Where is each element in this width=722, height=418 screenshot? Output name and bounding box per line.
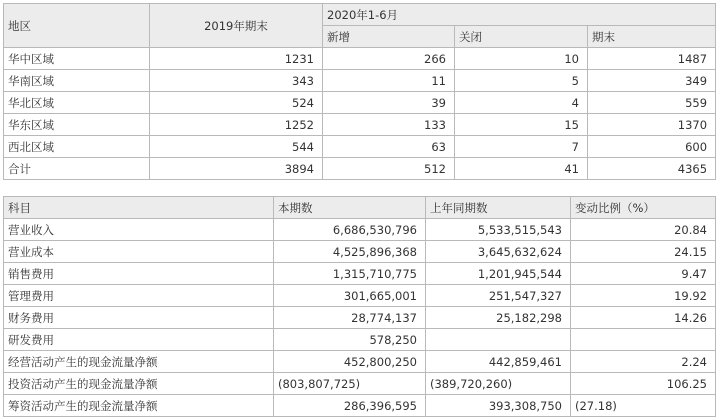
end-cell: 600 [588,136,716,158]
prior-cell: 442,859,461 [426,351,571,373]
current-cell: 6,686,530,796 [274,219,426,241]
item-cell: 研发费用 [4,329,274,351]
financial-summary-table [3,196,716,417]
table-row [4,114,716,136]
end-2019-cell: 544 [150,136,323,158]
prior-cell: 251,547,327 [426,285,571,307]
header-change: 变动比例（%） [571,197,716,219]
prior-cell: 3,645,632,624 [426,241,571,263]
new-cell: 63 [323,136,455,158]
region-cell: 西北区域 [4,136,150,158]
item-cell: 筹资活动产生的现金流量净额 [4,395,274,417]
header-closed: 关闭 [455,26,588,48]
finance-table-header-row [4,197,716,219]
table-row [4,219,716,241]
current-cell: 286,396,595 [274,395,426,417]
end-cell: 1487 [588,48,716,70]
item-cell: 销售费用 [4,263,274,285]
current-cell: 578,250 [274,329,426,351]
item-cell: 投资活动产生的现金流量净额 [4,373,274,395]
table-row [4,395,716,417]
prior-cell: 25,182,298 [426,307,571,329]
change-cell: 9.47 [571,263,716,285]
change-cell: 19.92 [571,285,716,307]
change-cell: (27.18) [571,395,716,417]
region-cell: 华北区域 [4,92,150,114]
end-2019-cell: 524 [150,92,323,114]
header-period: 2020年1-6月 [323,4,716,26]
prior-cell: 1,201,945,544 [426,263,571,285]
region-cell: 华南区域 [4,70,150,92]
region-cell: 华东区域 [4,114,150,136]
header-end: 期末 [588,26,716,48]
region-cell: 合计 [4,158,150,180]
table-row [4,136,716,158]
current-cell: 28,774,137 [274,307,426,329]
change-cell: 106.25 [571,373,716,395]
store-count-table [3,3,716,180]
item-cell: 营业收入 [4,219,274,241]
header-new: 新增 [323,26,455,48]
table-row [4,307,716,329]
table-row [4,70,716,92]
header-current: 本期数 [274,197,426,219]
region-cell: 华中区域 [4,48,150,70]
header-prior: 上年同期数 [426,197,571,219]
header-item: 科目 [4,197,274,219]
item-cell: 财务费用 [4,307,274,329]
end-cell: 349 [588,70,716,92]
current-cell: 301,665,001 [274,285,426,307]
table-row [4,373,716,395]
item-cell: 营业成本 [4,241,274,263]
new-cell: 512 [323,158,455,180]
current-cell: 4,525,896,368 [274,241,426,263]
end-cell: 1370 [588,114,716,136]
change-cell: 14.26 [571,307,716,329]
prior-cell: (389,720,260) [426,373,571,395]
change-cell: 20.84 [571,219,716,241]
prior-cell: 393,308,750 [426,395,571,417]
change-cell [571,329,716,351]
new-cell: 266 [323,48,455,70]
table-row [4,329,716,351]
end-cell: 559 [588,92,716,114]
table-row [4,48,716,70]
closed-cell: 5 [455,70,588,92]
end-2019-cell: 1231 [150,48,323,70]
current-cell: 1,315,710,775 [274,263,426,285]
header-region: 地区 [4,4,150,48]
change-cell: 2.24 [571,351,716,373]
table-row [4,241,716,263]
prior-cell [426,329,571,351]
item-cell: 管理费用 [4,285,274,307]
new-cell: 39 [323,92,455,114]
current-cell: (803,807,725) [274,373,426,395]
table-row [4,285,716,307]
closed-cell: 41 [455,158,588,180]
table-row-total [4,158,716,180]
closed-cell: 10 [455,48,588,70]
change-cell: 24.15 [571,241,716,263]
end-2019-cell: 1252 [150,114,323,136]
current-cell: 452,800,250 [274,351,426,373]
end-2019-cell: 3894 [150,158,323,180]
table-row [4,263,716,285]
store-table-header-row-1 [4,4,716,26]
closed-cell: 4 [455,92,588,114]
table-row [4,92,716,114]
closed-cell: 15 [455,114,588,136]
new-cell: 133 [323,114,455,136]
table-row [4,351,716,373]
end-2019-cell: 343 [150,70,323,92]
closed-cell: 7 [455,136,588,158]
new-cell: 11 [323,70,455,92]
header-end-2019: 2019年期末 [150,4,323,48]
end-cell: 4365 [588,158,716,180]
item-cell: 经营活动产生的现金流量净额 [4,351,274,373]
prior-cell: 5,533,515,543 [426,219,571,241]
